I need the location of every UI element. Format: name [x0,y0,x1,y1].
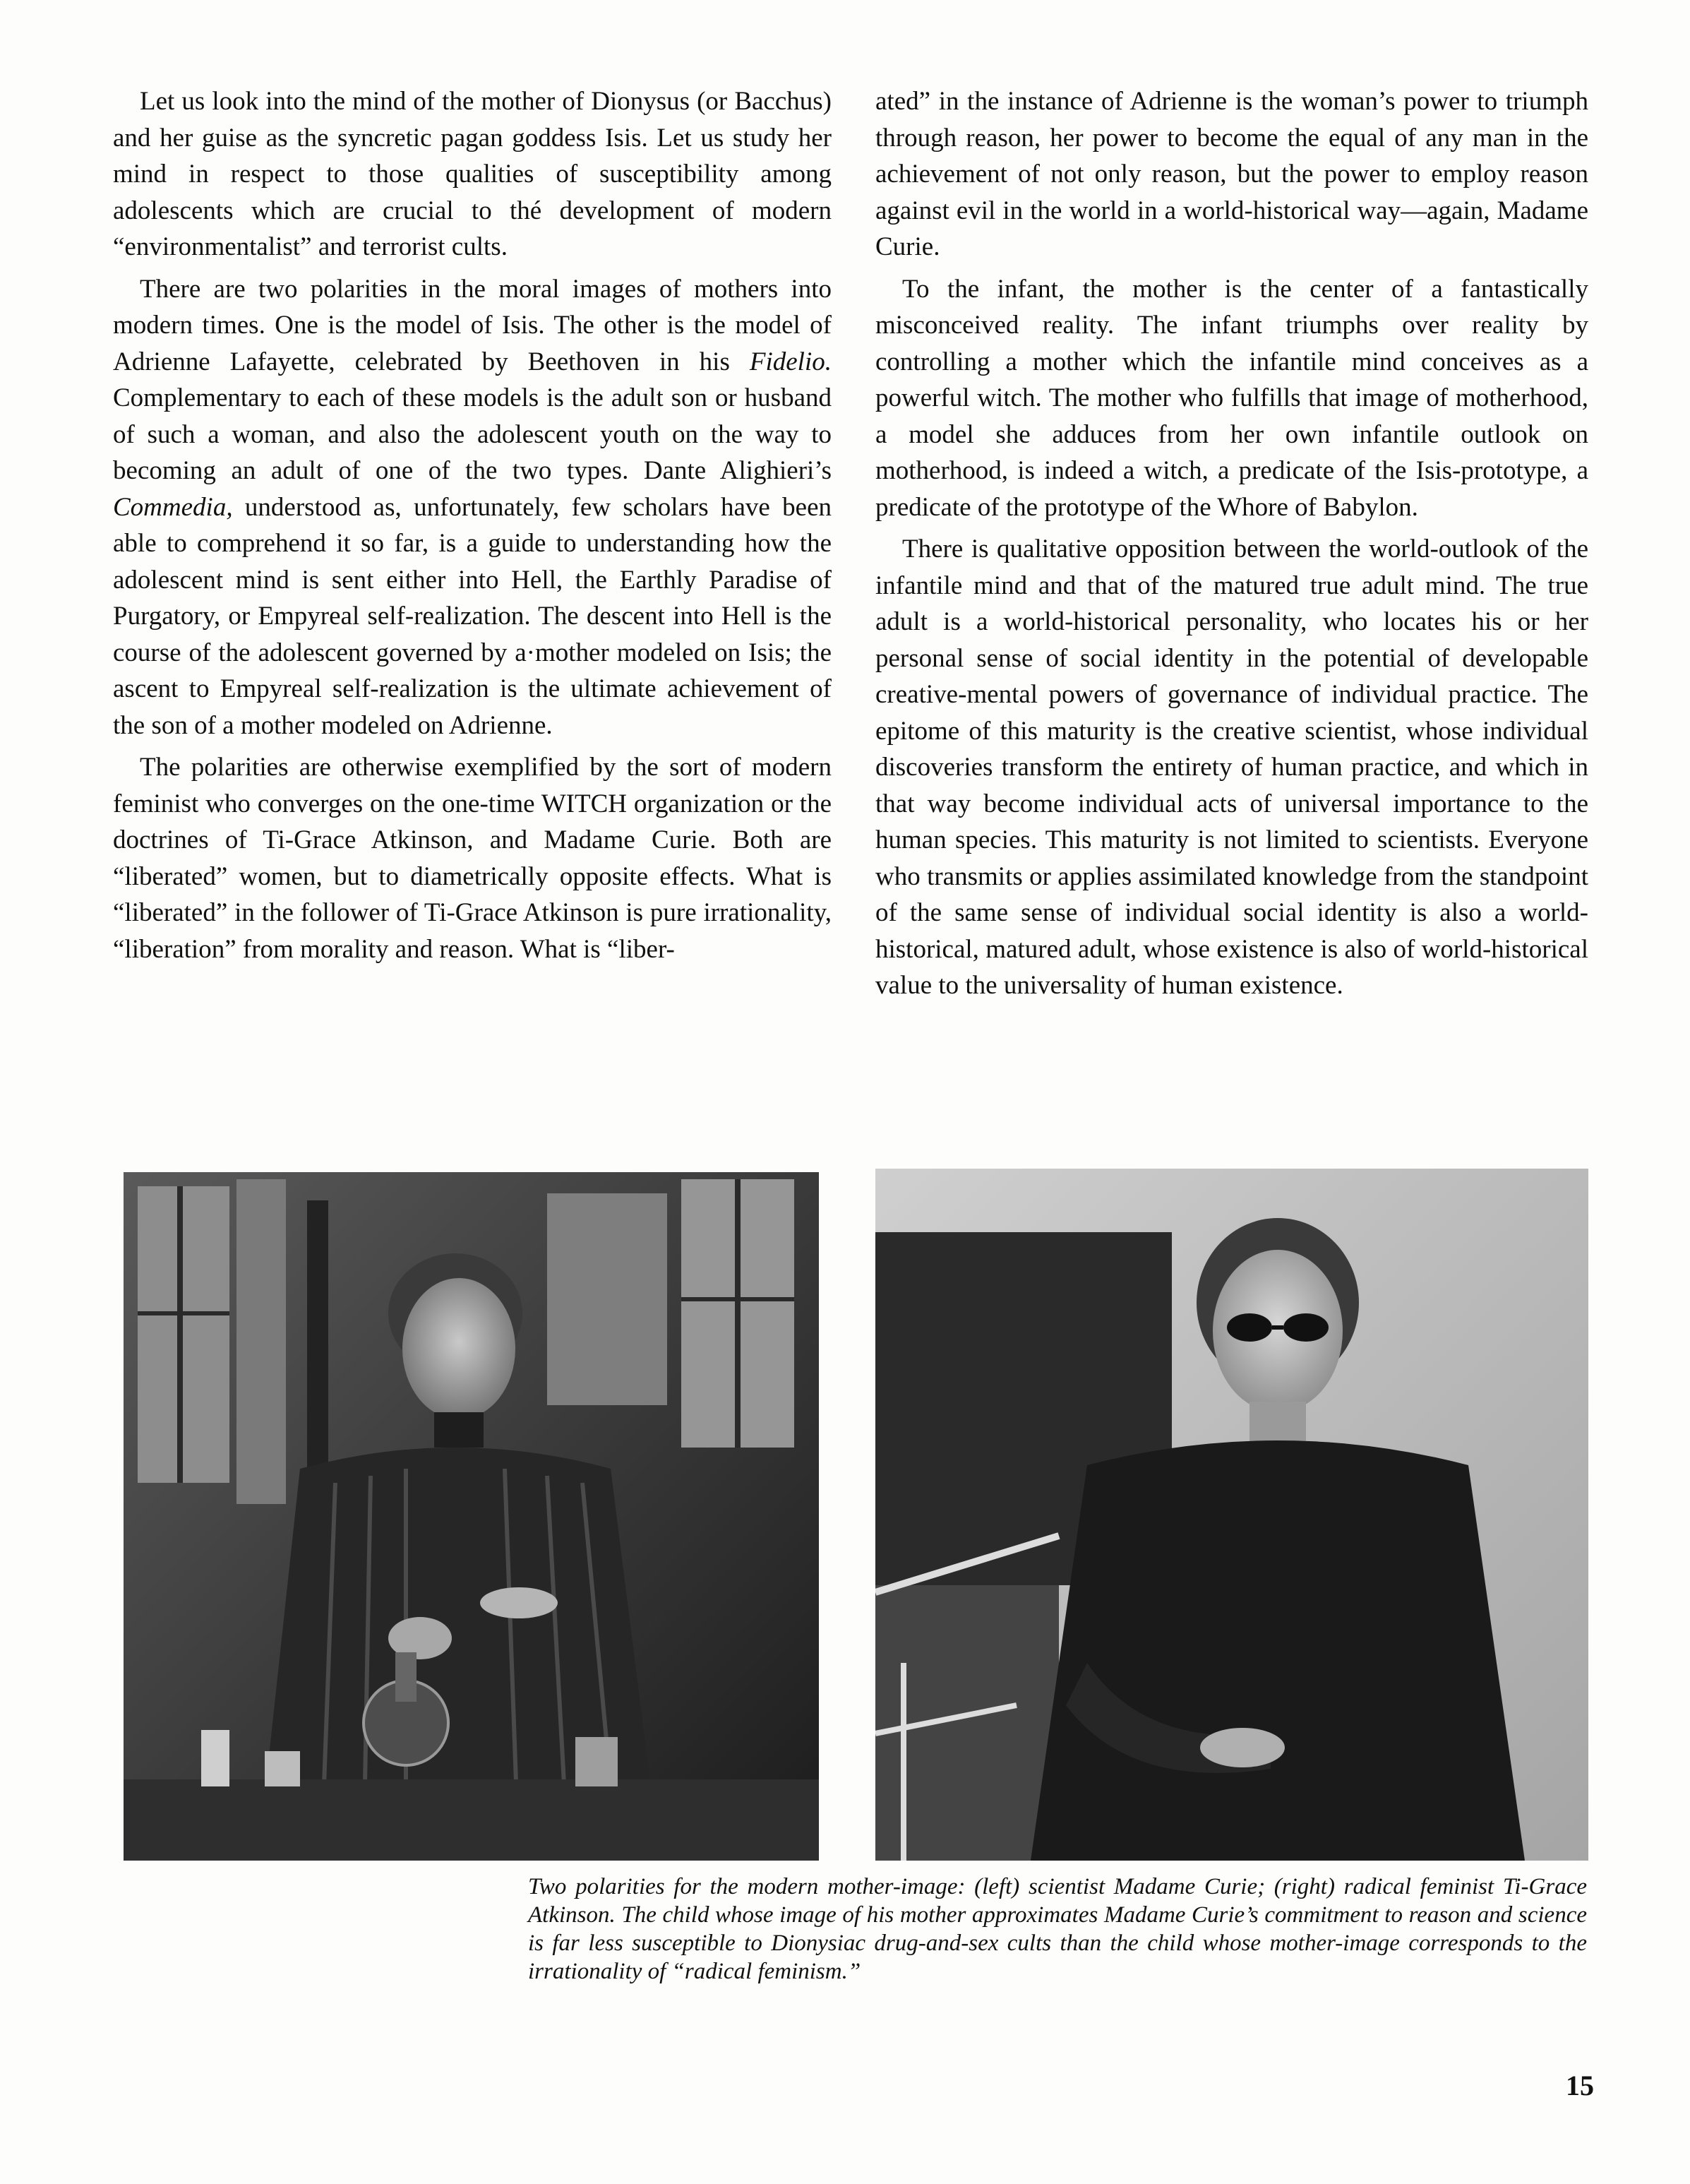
fidelio-title: Fidelio. [749,347,832,376]
paragraph-2-text-c: understood as, unfortunately, few scholars have been able to comprehend it so far, is a guide to understanding how the adolescent mind is sent either into Hell, the Earthly Paradise of Purgatory, or Empyreal self-realization. The descent into Hell is the course of the adolescent governed by a·mother modeled on Isis; the ascent to Empyreal self-realization is the ultimate achievement of the son of a mother modeled on Adrienne. [113,492,832,740]
ti-grace-atkinson-image [875,1169,1588,1861]
paragraph-5: To the infant, the mother is the center of a fantastically misconceived reality. The infant triumphs over reality by controlling a mother which the infantile mind conceives as a powerful witch. The mother who fulfills that image of motherhood, a model she adduces from her own infantile outlook on motherhood, is indeed a witch, a predicate of the Isis-prototype, a predicate of the prototype of the Whore of Babylon. [875,274,1588,522]
ti-grace-atkinson-photo [875,1169,1588,1861]
left-text-column [113,83,832,973]
paragraph-2 [113,271,832,744]
paragraph-6: There is qualitative opposition between the world-outlook of the infantile mind and that of the matured true adult mind. The true adult is a world-historical personality, who locates his or her personal sense of social identity in the potential of developable creative-mental powers of governance of individual practice. The epitome of this maturity is the creative scientist, whose individual discoveries transform the entirety of human practice, and which in that way become individual acts of universal importance to the human species. This maturity is not limited to scientists. Everyone who transmits or applies assimilated knowledge from the standpoint of the same sense of individual social identity is also a world-historical, matured adult, whose existence is also of world-historical value to the universality of human existence. [875,535,1588,1000]
paragraph-2-text-a: There are two polarities in the moral images of mothers into modern times. One is the model of Isis. The other is the model of Adrienne Lafayette, celebrated by Beethoven in his [113,274,832,376]
right-text-column [875,83,1588,1010]
madame-curie-image [124,1172,819,1861]
madame-curie-photo [124,1172,819,1861]
page-number: 15 [1566,2070,1594,2101]
paragraph-2-text-b: Complementary to each of these models is the adult son or husband of such a woman, and also the adolescent youth on the way to becoming an adult of one of the two types. Dante Alighieri’s [113,383,832,485]
paragraph-4: ated” in the instance of Adrienne is the woman’s power to triumph through reason, her power to become the equal of any man in the achievement of not only reason, but the power to employ reason against evil in the world in a world-historical way—again, Madame Curie. [875,87,1588,261]
photo-caption: Two polarities for the modern mother-image: (left) scientist Madame Curie; (right) radical feminist Ti-Grace Atkinson. The child whose image of his mother approximates Madame Curie’s commitment to reason and science is far less susceptible to Dionysiac drug-and-sex cults than the child whose mother-image corresponds to the irrationality of “radical feminism.” [528,1874,1587,1984]
paragraph-3: The polarities are otherwise exemplified by the sort of modern feminist who converges on the one-time WITCH organization or the doctrines of Ti-Grace Atkinson, and Madame Curie. Both are “liberated” women, but to diametrically opposite effects. What is “liberated” in the follower of Ti-Grace Atkinson is pure irrationality, “liberation” from morality and reason. What is “liber- [113,753,832,964]
paragraph-1: Let us look into the mind of the mother of Dionysus (or Bacchus) and her guise as the syncretic pagan goddess Isis. Let us study her mind in respect to those qualities of susceptibility among adolescents which are crucial to thé development of modern “environmentalist” and terrorist cults. [113,87,832,261]
commedia-title: Commedia, [113,492,233,522]
